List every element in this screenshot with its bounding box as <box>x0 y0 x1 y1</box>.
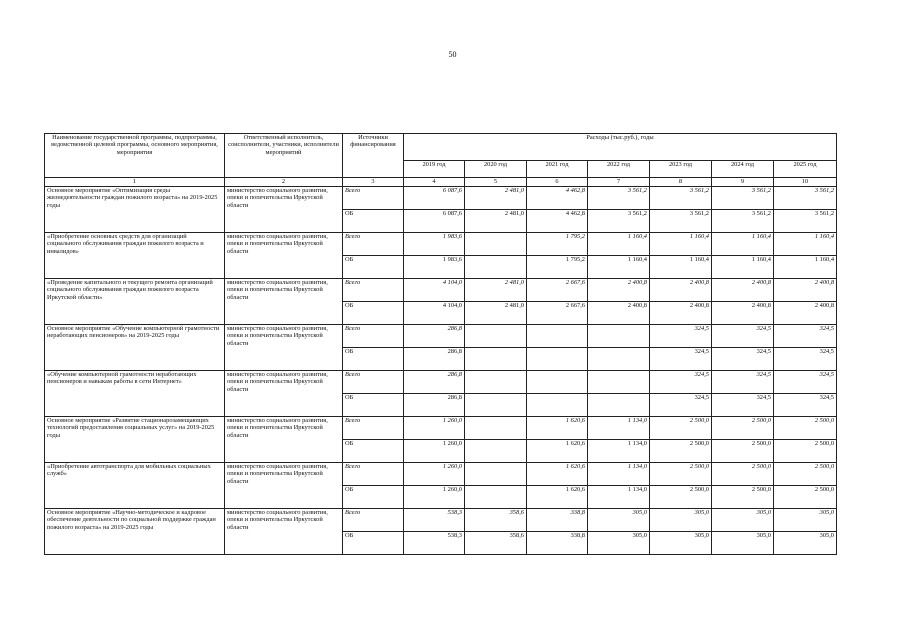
header-expenses: Расходы (тыс.руб.), годы <box>404 134 837 161</box>
total-amount: 4 462,8 <box>527 187 588 210</box>
ob-amount: 2 481,0 <box>465 302 527 325</box>
source-total-label: Всего <box>343 325 404 348</box>
total-amount: 2 500,0 <box>774 417 837 440</box>
total-amount: 2 500,0 <box>774 463 837 486</box>
total-amount <box>588 325 650 348</box>
source-total-label: Всего <box>343 187 404 210</box>
ob-amount: 324,5 <box>774 348 837 371</box>
total-amount <box>465 371 527 394</box>
ob-amount <box>465 440 527 463</box>
total-amount: 2 400,8 <box>650 279 712 302</box>
activity-name: Основное мероприятие «Научно-методическое и кадровое обеспечение деятельности по социальной поддержке граждан пожилого возраста» на 2019-2025 годы <box>45 509 225 555</box>
ob-amount <box>588 348 650 371</box>
total-amount: 2 667,6 <box>527 279 588 302</box>
ob-amount: 1 134,0 <box>588 440 650 463</box>
source-total-label: Всего <box>343 279 404 302</box>
ob-amount: 1 260,0 <box>404 440 465 463</box>
total-amount: 2 481,0 <box>465 279 527 302</box>
total-amount: 324,5 <box>712 325 774 348</box>
total-amount: 2 400,8 <box>588 279 650 302</box>
ob-amount: 324,5 <box>650 348 712 371</box>
ob-amount: 305,0 <box>650 532 712 555</box>
ob-amount: 2 667,6 <box>527 302 588 325</box>
ob-amount: 324,5 <box>712 348 774 371</box>
total-amount: 2 500,0 <box>712 417 774 440</box>
executor: министерство социального развития, опеки и попечительства Иркутской области <box>225 417 343 463</box>
total-amount: 1 260,0 <box>404 417 465 440</box>
total-amount: 1 134,0 <box>588 417 650 440</box>
activity-name: «Приобретение основных средств для организаций социального обслуживания граждан пожилого возраста и инвалидов» <box>45 233 225 279</box>
ob-amount: 538,3 <box>404 532 465 555</box>
source-ob-label: ОБ <box>343 532 404 555</box>
total-amount: 1 983,6 <box>404 233 465 256</box>
total-amount: 2 400,8 <box>712 279 774 302</box>
ob-amount <box>465 256 527 279</box>
source-total-label: Всего <box>343 417 404 440</box>
source-ob-label: ОБ <box>343 394 404 417</box>
header-executor: Ответственный исполнитель, соисполнители, участники, исполнители мероприятий <box>225 134 343 178</box>
table-row <box>45 279 837 302</box>
total-amount <box>527 325 588 348</box>
ob-amount: 338,8 <box>527 532 588 555</box>
total-amount: 6 087,6 <box>404 187 465 210</box>
ob-amount: 1 160,4 <box>712 256 774 279</box>
budget-table <box>44 133 837 555</box>
column-number: 10 <box>774 178 837 187</box>
activity-name: «Обучение компьютерной грамотности неработающих пенсионеров и навыкам работы в сети Интернет» <box>45 371 225 417</box>
column-number: 5 <box>465 178 527 187</box>
total-amount: 324,5 <box>774 371 837 394</box>
ob-amount: 1 620,6 <box>527 486 588 509</box>
total-amount: 1 260,0 <box>404 463 465 486</box>
table-row <box>45 417 837 440</box>
page-number: 50 <box>448 50 457 59</box>
ob-amount <box>465 394 527 417</box>
table-row <box>45 187 837 210</box>
total-amount: 1 160,4 <box>588 233 650 256</box>
total-amount: 324,5 <box>650 325 712 348</box>
total-amount: 324,5 <box>712 371 774 394</box>
header-year: 2025 год <box>774 161 837 178</box>
total-amount: 2 500,0 <box>650 463 712 486</box>
table-row <box>45 233 837 256</box>
total-amount: 538,3 <box>404 509 465 532</box>
activity-name: Основное мероприятие «Оптимизация среды жизнедеятельности граждан пожилого возраста» на 2019-2025 годы <box>45 187 225 233</box>
ob-amount: 1 134,0 <box>588 486 650 509</box>
column-number: 6 <box>527 178 588 187</box>
total-amount: 2 500,0 <box>712 463 774 486</box>
column-number: 1 <box>45 178 225 187</box>
header-year: 2021 год <box>527 161 588 178</box>
ob-amount <box>588 394 650 417</box>
total-amount: 305,0 <box>774 509 837 532</box>
executor: министерство социального развития, опеки и попечительства Иркутской области <box>225 463 343 509</box>
ob-amount: 2 400,8 <box>588 302 650 325</box>
source-total-label: Всего <box>343 371 404 394</box>
total-amount: 305,0 <box>588 509 650 532</box>
ob-amount <box>465 348 527 371</box>
ob-amount: 2 500,0 <box>712 486 774 509</box>
ob-amount: 2 400,8 <box>650 302 712 325</box>
ob-amount: 4 462,8 <box>527 210 588 233</box>
ob-amount: 1 160,4 <box>774 256 837 279</box>
ob-amount: 358,6 <box>465 532 527 555</box>
source-total-label: Всего <box>343 509 404 532</box>
ob-amount: 2 500,0 <box>650 486 712 509</box>
total-amount <box>465 463 527 486</box>
ob-amount: 3 561,2 <box>588 210 650 233</box>
column-number: 3 <box>343 178 404 187</box>
executor: министерство социального развития, опеки и попечительства Иркутской области <box>225 279 343 325</box>
total-amount <box>465 233 527 256</box>
total-amount: 1 620,6 <box>527 463 588 486</box>
total-amount: 1 160,4 <box>712 233 774 256</box>
ob-amount: 286,8 <box>404 348 465 371</box>
total-amount: 1 134,0 <box>588 463 650 486</box>
activity-name: Основное мероприятие «Обучение компьютерной грамотности неработающих пенсионеров» на 2019-2025 годы <box>45 325 225 371</box>
total-amount: 3 561,2 <box>650 187 712 210</box>
header-year: 2024 год <box>712 161 774 178</box>
ob-amount: 2 481,0 <box>465 210 527 233</box>
ob-amount: 1 620,6 <box>527 440 588 463</box>
total-amount <box>465 417 527 440</box>
ob-amount: 286,8 <box>404 394 465 417</box>
total-amount: 4 104,0 <box>404 279 465 302</box>
total-amount: 1 620,6 <box>527 417 588 440</box>
ob-amount: 2 400,8 <box>774 302 837 325</box>
total-amount: 286,8 <box>404 325 465 348</box>
total-amount: 1 160,4 <box>650 233 712 256</box>
source-total-label: Всего <box>343 463 404 486</box>
ob-amount: 3 561,2 <box>712 210 774 233</box>
column-number: 9 <box>712 178 774 187</box>
source-total-label: Всего <box>343 233 404 256</box>
total-amount: 286,8 <box>404 371 465 394</box>
total-amount: 2 481,0 <box>465 187 527 210</box>
ob-amount: 2 500,0 <box>650 440 712 463</box>
total-amount: 305,0 <box>650 509 712 532</box>
ob-amount: 3 561,2 <box>650 210 712 233</box>
column-number: 7 <box>588 178 650 187</box>
header-year: 2020 год <box>465 161 527 178</box>
table-row <box>45 325 837 348</box>
total-amount: 2 400,8 <box>774 279 837 302</box>
ob-amount: 2 400,8 <box>712 302 774 325</box>
header-name: Наименование государственной программы, подпрограммы, ведомственной целевой программы, основного мероприятия, мероприятия <box>45 134 225 178</box>
column-number: 8 <box>650 178 712 187</box>
total-amount <box>527 371 588 394</box>
total-amount: 338,8 <box>527 509 588 532</box>
activity-name: «Приобретение автотранспорта для мобильных социальных служб» <box>45 463 225 509</box>
ob-amount: 1 160,4 <box>650 256 712 279</box>
total-amount <box>465 325 527 348</box>
ob-amount: 305,0 <box>774 532 837 555</box>
ob-amount: 2 500,0 <box>774 486 837 509</box>
activity-name: Основное мероприятие «Развитие стационарозамещающих технологий предоставления социальных услуг» на 2019-2025 годы <box>45 417 225 463</box>
ob-amount: 3 561,2 <box>774 210 837 233</box>
ob-amount: 1 983,6 <box>404 256 465 279</box>
executor: министерство социального развития, опеки и попечительства Иркутской области <box>225 371 343 417</box>
total-amount: 1 160,4 <box>774 233 837 256</box>
ob-amount: 1 260,0 <box>404 486 465 509</box>
ob-amount: 4 104,0 <box>404 302 465 325</box>
total-amount: 3 561,2 <box>774 187 837 210</box>
header-year: 2023 год <box>650 161 712 178</box>
total-amount: 324,5 <box>650 371 712 394</box>
source-ob-label: ОБ <box>343 440 404 463</box>
total-amount: 324,5 <box>774 325 837 348</box>
header-year: 2019 год <box>404 161 465 178</box>
ob-amount <box>527 394 588 417</box>
source-ob-label: ОБ <box>343 348 404 371</box>
ob-amount: 305,0 <box>712 532 774 555</box>
ob-amount: 6 087,6 <box>404 210 465 233</box>
source-ob-label: ОБ <box>343 256 404 279</box>
ob-amount: 2 500,0 <box>774 440 837 463</box>
executor: министерство социального развития, опеки и попечительства Иркутской области <box>225 187 343 233</box>
ob-amount: 324,5 <box>650 394 712 417</box>
ob-amount: 1 160,4 <box>588 256 650 279</box>
ob-amount: 324,5 <box>712 394 774 417</box>
column-number: 2 <box>225 178 343 187</box>
column-number: 4 <box>404 178 465 187</box>
header-source: Источники финансирования <box>343 134 404 178</box>
activity-name: «Проведение капитального и текущего ремонта организаций социального обслуживания граждан пожилого возраста Иркутской области» <box>45 279 225 325</box>
total-amount: 3 561,2 <box>588 187 650 210</box>
total-amount: 2 500,0 <box>650 417 712 440</box>
ob-amount: 305,0 <box>588 532 650 555</box>
header-year: 2022 год <box>588 161 650 178</box>
table-row <box>45 509 837 532</box>
executor: министерство социального развития, опеки и попечительства Иркутской области <box>225 325 343 371</box>
executor: министерство социального развития, опеки и попечительства Иркутской области <box>225 509 343 555</box>
ob-amount: 1 795,2 <box>527 256 588 279</box>
ob-amount <box>465 486 527 509</box>
total-amount: 1 795,2 <box>527 233 588 256</box>
executor: министерство социального развития, опеки и попечительства Иркутской области <box>225 233 343 279</box>
ob-amount: 2 500,0 <box>712 440 774 463</box>
source-ob-label: ОБ <box>343 210 404 233</box>
total-amount: 305,0 <box>712 509 774 532</box>
total-amount <box>588 371 650 394</box>
table-row <box>45 463 837 486</box>
source-ob-label: ОБ <box>343 302 404 325</box>
source-ob-label: ОБ <box>343 486 404 509</box>
ob-amount <box>527 348 588 371</box>
total-amount: 3 561,2 <box>712 187 774 210</box>
ob-amount: 324,5 <box>774 394 837 417</box>
table-row <box>45 371 837 394</box>
total-amount: 358,6 <box>465 509 527 532</box>
